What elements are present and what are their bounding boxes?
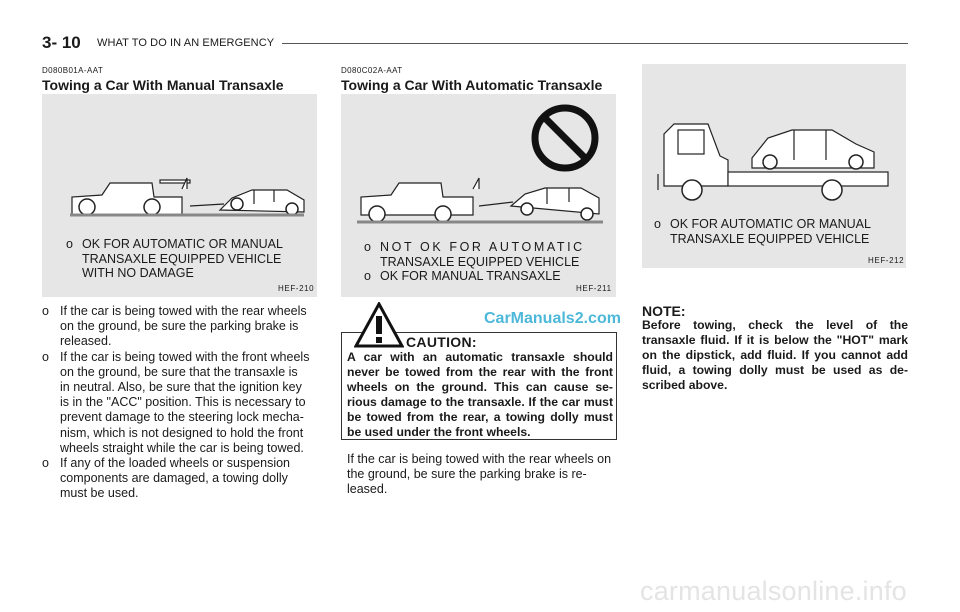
bullet-glyph: o <box>654 217 661 231</box>
caption-line: NOT OK FOR AUTOMATIC <box>380 240 585 254</box>
paragraph-line: If the car is being towed with the rear wheels on <box>347 452 612 466</box>
bullet-glyph: o <box>364 240 371 254</box>
figure-code: HEF-210 <box>278 284 315 293</box>
page-number: 3- 10 <box>42 33 81 52</box>
panel-caption-flatbed <box>654 217 894 246</box>
section-heading: Towing a Car With Automatic Transaxle <box>341 77 603 93</box>
caution-text: A car with an automatic transaxle should never be towed from the rear with the front wheels on the ground. This can cause se-rious damage to the transaxle. If the car must be towed from the rear, a towing dolly must be used under the front wheels. <box>347 350 613 440</box>
header-rule <box>282 43 908 44</box>
caption-line: OK FOR MANUAL TRANSAXLE <box>380 269 561 283</box>
caution-title: CAUTION: <box>406 334 477 350</box>
warning-triangle-icon <box>354 302 404 348</box>
section-title: WHAT TO DO IN AN EMERGENCY <box>97 37 275 49</box>
caption-line: WITH NO DAMAGE <box>82 266 194 280</box>
list-item-line: nism, which is not designed to hold the front <box>60 425 304 440</box>
section-code: D080C02A-AAT <box>341 66 403 75</box>
figure-code: HEF-212 <box>868 256 905 265</box>
list-item-line: is in the "ACC" position. This is necessary to <box>60 395 306 410</box>
prohibited-icon <box>535 108 595 168</box>
bullet-glyph: o <box>66 237 73 251</box>
bullet-list <box>42 304 318 502</box>
caption-line: TRANSAXLE EQUIPPED VEHICLE <box>82 251 282 266</box>
list-item-line: If the car is being towed with the rear wheels <box>60 304 307 318</box>
site-watermark: CarManuals2.com <box>484 310 621 327</box>
list-item-line: wheels straight while the car is being towed. <box>60 440 304 455</box>
caption-line: OK FOR AUTOMATIC OR MANUAL <box>670 217 871 231</box>
paragraph-line: leased. <box>347 482 388 497</box>
bullet-glyph: o <box>42 456 49 471</box>
bullet-glyph: o <box>42 349 49 364</box>
list-item-line: on the ground, be sure that the transaxle is <box>60 364 298 379</box>
footer-watermark: carmanualsonline.info <box>640 576 907 606</box>
list-item-line: must be used. <box>60 486 139 501</box>
section-heading: Towing a Car With Manual Transaxle <box>42 77 284 93</box>
list-item-line: in neutral. Also, be sure that the ignition key <box>60 380 302 395</box>
pickup-towing-car-illustration <box>42 94 317 234</box>
panel-caption-manual <box>66 237 306 281</box>
figure-code: HEF-211 <box>576 284 612 293</box>
list-item-line: released. <box>60 334 112 349</box>
list-item-line: components are damaged, a towing dolly <box>60 471 288 486</box>
list-item-line: If the car is being towed with the front wheels <box>60 349 310 364</box>
rear-wheels-paragraph <box>347 452 617 498</box>
list-item-line: If any of the loaded wheels or suspension <box>60 456 291 471</box>
caption-line: OK FOR AUTOMATIC OR MANUAL <box>82 237 283 251</box>
note-text: Before towing, check the level of the transaxle fluid. If it is below the "HOT" mark on the dipstick, add fluid. If you cannot add fluid, a towing dolly must be used as de-scribed above. <box>642 318 908 393</box>
paragraph-line: the ground, be sure the parking brake is re- <box>347 467 587 482</box>
prohibited-towing-illustration <box>341 94 616 234</box>
flatbed-truck-illustration <box>642 64 906 204</box>
caption-line: TRANSAXLE EQUIPPED VEHICLE <box>670 231 870 246</box>
section-code: D080B01A-AAT <box>42 66 104 75</box>
bullet-glyph: o <box>364 269 371 283</box>
list-item-line: on the ground, be sure the parking brake is <box>60 319 299 334</box>
note-title: NOTE: <box>642 303 686 319</box>
bullet-glyph: o <box>42 304 49 318</box>
list-item-line: prevent damage to the steering lock mecha- <box>60 410 304 425</box>
panel-caption-automatic <box>364 240 600 284</box>
caption-line: TRANSAXLE EQUIPPED VEHICLE <box>380 254 580 269</box>
